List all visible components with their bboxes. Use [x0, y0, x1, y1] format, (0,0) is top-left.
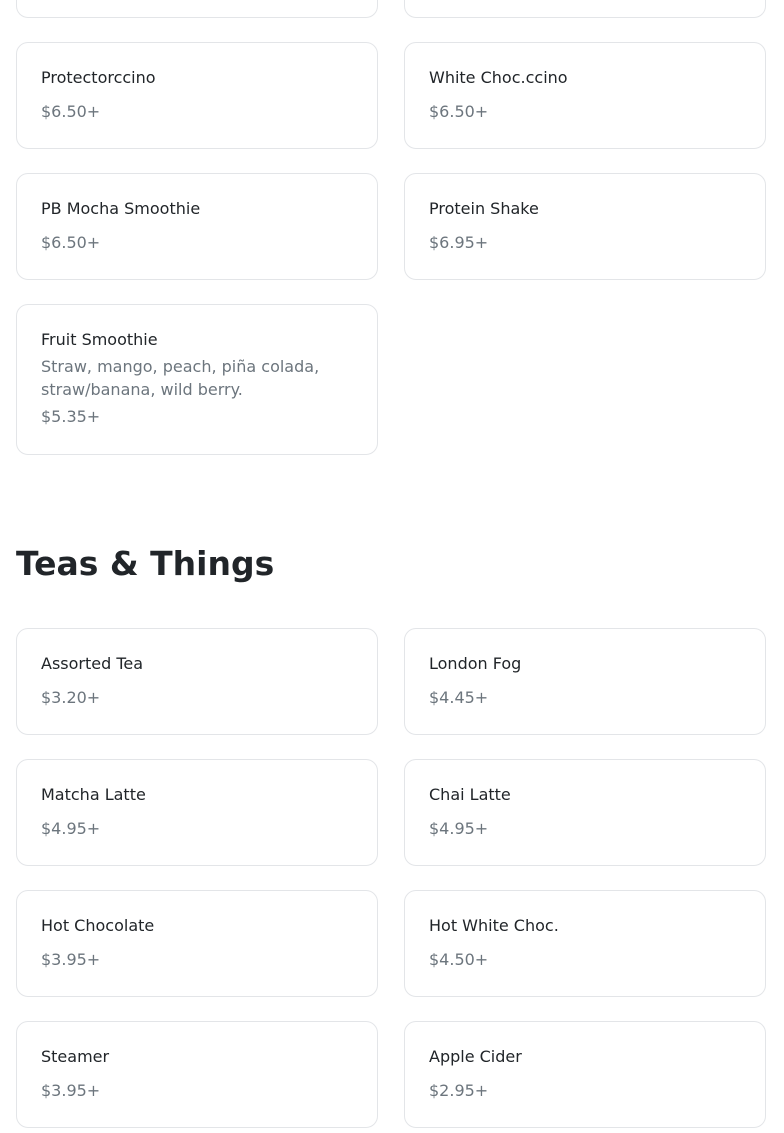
item-name: PB Mocha Smoothie — [41, 199, 201, 218]
item-name: Fruit Smoothie — [41, 330, 158, 349]
menu-item-card[interactable] — [16, 42, 378, 149]
item-price: $4.95+ — [41, 819, 101, 838]
menu-item-card[interactable] — [404, 173, 766, 280]
menu-item-card[interactable] — [404, 42, 766, 149]
menu-item-card[interactable] — [16, 173, 378, 280]
item-name: Apple Cider — [429, 1047, 522, 1066]
menu-item-card[interactable] — [404, 759, 766, 866]
menu-item-card[interactable] — [404, 890, 766, 997]
menu-item-card-partial[interactable] — [404, 0, 766, 18]
item-price: $4.50+ — [429, 950, 489, 969]
menu-item-card[interactable] — [404, 1021, 766, 1128]
item-price: $6.50+ — [41, 233, 101, 252]
item-name: Chai Latte — [429, 785, 511, 804]
menu-item-card[interactable] — [16, 890, 378, 997]
item-price: $6.50+ — [41, 102, 101, 121]
menu-item-card[interactable] — [16, 759, 378, 866]
item-price: $6.50+ — [429, 102, 489, 121]
menu-item-card[interactable] — [16, 628, 378, 735]
menu-item-card[interactable] — [16, 304, 378, 455]
item-name: Protectorccino — [41, 68, 156, 87]
item-name: Assorted Tea — [41, 654, 144, 673]
menu-item-card[interactable] — [16, 1021, 378, 1128]
item-price: $3.95+ — [41, 1081, 101, 1100]
item-description: Straw, mango, peach, piña colada, straw/banana, wild berry. — [41, 357, 320, 399]
item-name: Hot Chocolate — [41, 916, 155, 935]
item-name: Protein Shake — [429, 199, 539, 218]
item-price: $2.95+ — [429, 1081, 489, 1100]
item-price: $4.45+ — [429, 688, 489, 707]
item-name: Matcha Latte — [41, 785, 146, 804]
item-price: $4.95+ — [429, 819, 489, 838]
item-name: London Fog — [429, 654, 522, 673]
menu-item-card[interactable] — [404, 628, 766, 735]
item-name: Hot White Choc. — [429, 916, 559, 935]
item-name: White Choc.ccino — [429, 68, 568, 87]
item-price: $5.35+ — [41, 407, 101, 426]
item-price: $3.95+ — [41, 950, 101, 969]
item-price: $3.20+ — [41, 688, 101, 707]
menu-item-card-partial[interactable] — [16, 0, 378, 18]
item-price: $6.95+ — [429, 233, 489, 252]
section-title: Teas & Things — [16, 544, 275, 583]
item-name: Steamer — [41, 1047, 110, 1066]
